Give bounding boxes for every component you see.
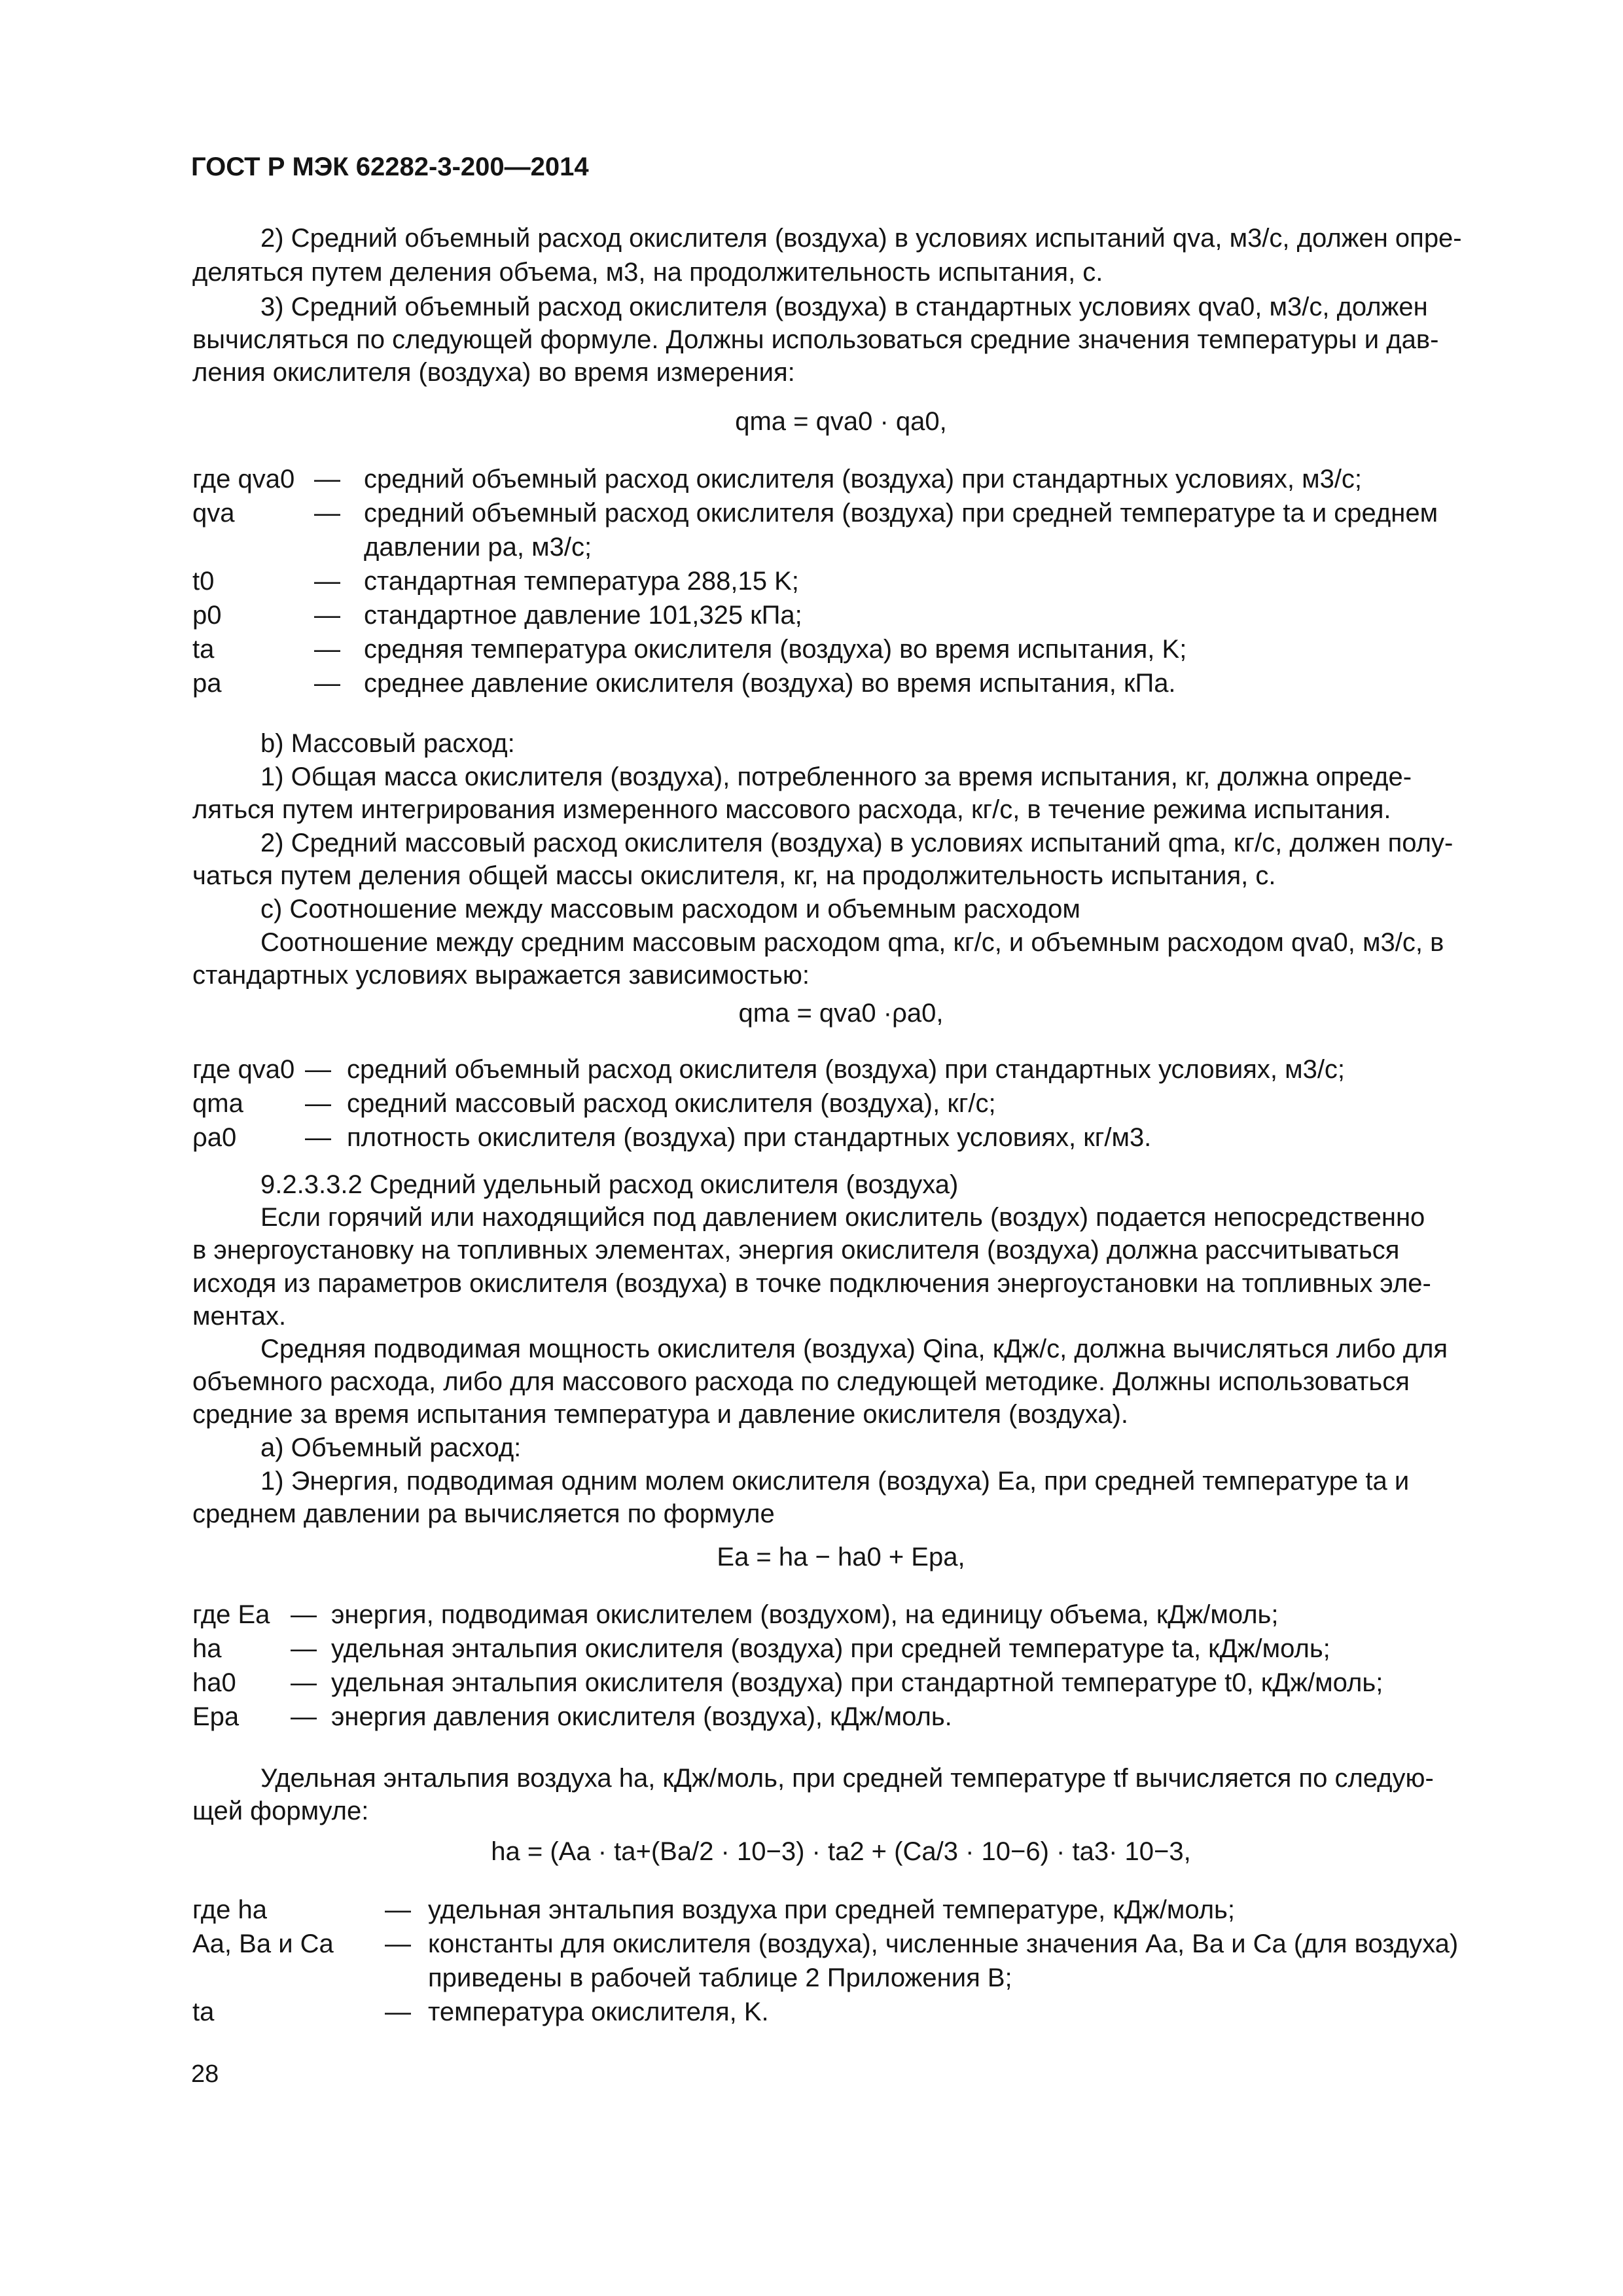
text-line: деляться путем деления объема, м3, на продолжительность испытания, с. bbox=[192, 258, 1103, 287]
text-line: ления окислителя (воздуха) во время измерения: bbox=[192, 358, 795, 387]
legend-symbol: ha0 bbox=[192, 1668, 236, 1697]
legend-dash: — bbox=[385, 1929, 411, 1958]
text-line: c) Соотношение между массовым расходом и объемным расходом bbox=[260, 895, 1080, 924]
legend-dash: — bbox=[314, 465, 340, 493]
legend-text: энергия, подводимая окислителем (воздухом), на единицу объема, кДж/моль; bbox=[331, 1600, 1279, 1629]
text-line: исходя из параметров окислителя (воздуха) в точке подключения энергоустановки на топливных эле- bbox=[192, 1269, 1431, 1298]
legend-text: средний объемный расход окислителя (воздуха) при средней температуре ta и среднем bbox=[364, 499, 1438, 528]
legend-dash: — bbox=[291, 1600, 317, 1629]
legend-symbol: Aa, Ba и Ca bbox=[192, 1929, 334, 1958]
text-line: b) Массовый расход: bbox=[260, 729, 515, 758]
legend-dash: — bbox=[305, 1089, 331, 1118]
legend-dash: — bbox=[314, 567, 340, 596]
legend-symbol: где qva0 bbox=[192, 1055, 295, 1084]
legend-text: давлении pa, м3/с; bbox=[364, 533, 592, 562]
formula: ha = (Aa · ta+(Ba/2 · 10−3) · ta2 + (Ca/3 · 10−6) · ta3· 10−3, bbox=[491, 1837, 1191, 1866]
legend-symbol: t0 bbox=[192, 567, 215, 596]
legend-dash: — bbox=[314, 499, 340, 528]
text-line: 1) Энергия, подводимая одним молем окислителя (воздуха) Ea, при средней температуре ta и bbox=[260, 1467, 1410, 1496]
formula: Ea = ha − ha0 + Epa, bbox=[717, 1543, 965, 1571]
text-line: Удельная энтальпия воздуха ha, кДж/моль, при средней температуре tf вычисляется по следую- bbox=[260, 1764, 1434, 1793]
legend-text: средний объемный расход окислителя (воздуха) при стандартных условиях, м3/с; bbox=[364, 465, 1363, 493]
legend-symbol: pa bbox=[192, 669, 222, 698]
legend-symbol: ta bbox=[192, 635, 215, 664]
legend-symbol: p0 bbox=[192, 601, 222, 630]
legend-text: средняя температура окислителя (воздуха) во время испытания, K; bbox=[364, 635, 1187, 664]
text-line: 1) Общая масса окислителя (воздуха), потребленного за время испытания, кг, должна опреде- bbox=[260, 762, 1412, 791]
legend-symbol: qma bbox=[192, 1089, 243, 1118]
legend-symbol: где Ea bbox=[192, 1600, 270, 1629]
legend-dash: — bbox=[314, 601, 340, 630]
text-line: 9.2.3.3.2 Средний удельный расход окислителя (воздуха) bbox=[260, 1170, 959, 1199]
text-line: 2) Средний массовый расход окислителя (воздуха) в условиях испытаний qma, кг/с, должен полу- bbox=[260, 829, 1454, 857]
legend-dash: — bbox=[291, 1702, 317, 1731]
legend-symbol: где qva0 bbox=[192, 465, 295, 493]
legend-symbol: qva bbox=[192, 499, 235, 528]
text-line: объемного расхода, либо для массового расхода по следующей методике. Должны использоваться bbox=[192, 1367, 1410, 1396]
legend-text: удельная энтальпия окислителя (воздуха) при средней температуре ta, кДж/моль; bbox=[331, 1634, 1330, 1663]
text-line: в энергоустановку на топливных элементах, энергия окислителя (воздуха) должна рассчитываться bbox=[192, 1236, 1400, 1265]
formula: qma = qva0 ·ρa0, bbox=[738, 999, 944, 1028]
legend-text: среднее давление окислителя (воздуха) во время испытания, кПа. bbox=[364, 669, 1176, 698]
legend-text: средний объемный расход окислителя (воздуха) при стандартных условиях, м3/с; bbox=[347, 1055, 1346, 1084]
text-line: 2) Средний объемный расход окислителя (воздуха) в условиях испытаний qva, м3/с, должен опре- bbox=[260, 224, 1462, 253]
text-line: Средняя подводимая мощность окислителя (воздуха) Qina, кДж/с, должна вычисляться либо для bbox=[260, 1335, 1448, 1363]
text-line: стандартных условиях выражается зависимостью: bbox=[192, 961, 810, 990]
legend-dash: — bbox=[385, 1998, 411, 2026]
legend-symbol: где ha bbox=[192, 1895, 267, 1924]
legend-dash: — bbox=[314, 635, 340, 664]
text-line: вычисляться по следующей формуле. Должны использоваться средние значения температуры и дав- bbox=[192, 325, 1439, 354]
legend-text: стандартная температура 288,15 K; bbox=[364, 567, 799, 596]
legend-symbol: Epa bbox=[192, 1702, 240, 1731]
text-line: ляться путем интегрирования измеренного массового расхода, кг/с, в течение режима испытания. bbox=[192, 795, 1391, 824]
legend-dash: — bbox=[305, 1123, 331, 1152]
legend-text: средний массовый расход окислителя (воздуха), кг/с; bbox=[347, 1089, 996, 1118]
text-line: средние за время испытания температура и давление окислителя (воздуха). bbox=[192, 1400, 1128, 1429]
page-number: 28 bbox=[191, 2060, 219, 2088]
page-header: ГОСТ Р МЭК 62282-3-200—2014 bbox=[191, 152, 589, 181]
legend-dash: — bbox=[305, 1055, 331, 1084]
legend-dash: — bbox=[314, 669, 340, 698]
formula: qma = qva0 · qa0, bbox=[735, 407, 947, 436]
legend-text: температура окислителя, K. bbox=[428, 1998, 769, 2026]
legend-text: удельная энтальпия окислителя (воздуха) при стандартной температуре t0, кДж/моль; bbox=[331, 1668, 1383, 1697]
legend-text: стандартное давление 101,325 кПа; bbox=[364, 601, 802, 630]
text-line: Если горячий или находящийся под давлением окислитель (воздух) подается непосредственно bbox=[260, 1203, 1425, 1232]
legend-dash: — bbox=[385, 1895, 411, 1924]
legend-text: плотность окислителя (воздуха) при стандартных условиях, кг/м3. bbox=[347, 1123, 1152, 1152]
legend-symbol: ta bbox=[192, 1998, 215, 2026]
text-line: a) Объемный расход: bbox=[260, 1433, 522, 1462]
legend-text: приведены в рабочей таблице 2 Приложения В; bbox=[428, 1964, 1012, 1992]
legend-dash: — bbox=[291, 1668, 317, 1697]
text-line: щей формуле: bbox=[192, 1797, 369, 1825]
legend-text: удельная энтальпия воздуха при средней температуре, кДж/моль; bbox=[428, 1895, 1236, 1924]
text-line: 3) Средний объемный расход окислителя (воздуха) в стандартных условиях qva0, м3/с, должен bbox=[260, 293, 1428, 321]
legend-text: константы для окислителя (воздуха), численные значения Aa, Ba и Ca (для воздуха) bbox=[428, 1929, 1459, 1958]
legend-text: энергия давления окислителя (воздуха), кДж/моль. bbox=[331, 1702, 952, 1731]
text-line: Соотношение между средним массовым расходом qma, кг/с, и объемным расходом qva0, м3/с, в bbox=[260, 928, 1444, 957]
text-line: среднем давлении pa вычисляется по формуле bbox=[192, 1499, 775, 1528]
legend-symbol: ρa0 bbox=[192, 1123, 237, 1152]
text-line: ментах. bbox=[192, 1302, 287, 1331]
legend-dash: — bbox=[291, 1634, 317, 1663]
legend-symbol: ha bbox=[192, 1634, 222, 1663]
text-line: чаться путем деления общей массы окислителя, кг, на продолжительность испытания, с. bbox=[192, 861, 1276, 890]
